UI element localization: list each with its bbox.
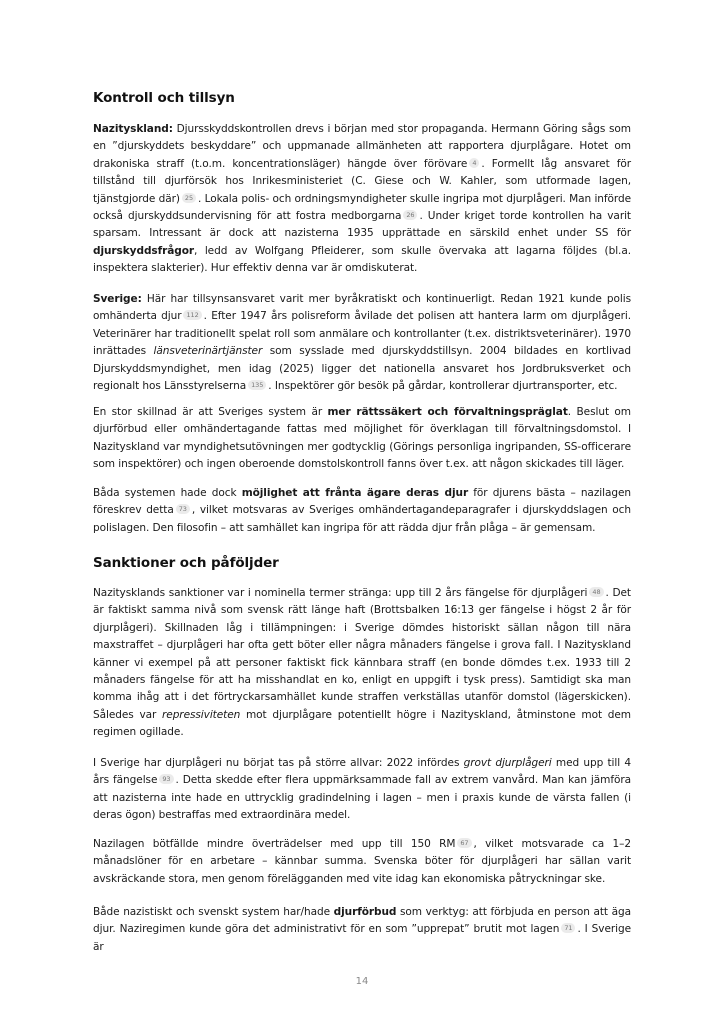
section-heading-kontroll: Kontroll och tillsyn [93, 90, 235, 106]
citation-ref[interactable]: 93 [159, 774, 173, 784]
citation-ref[interactable]: 48 [589, 587, 603, 597]
citation-ref[interactable]: 4 [469, 158, 479, 168]
citation-ref[interactable]: 135 [248, 380, 266, 390]
citation-ref[interactable]: 26 [403, 210, 417, 220]
paragraph-nazityskland-kontroll: Nazityskland: Djursskyddskontrollen drevs i början med stor propaganda. Hermann Göring sågs som en ”djurskyddets beskyddare” och uppmanade allmänheten att rapportera djurplågare. Hotet om drakoniska straff (t.o.m. koncentrationsläger) hängde över förövare 4 . Formellt låg ansvaret för tillstånd till djurförsök hos Inrikesministeriet (C. Giese och W. Kahler, som utformade lagen, tjänstgjorde där) 25 . Lokala polis- och ordningsmyndigheter skulle ingripa mot djurplågeri. Man införde också djurskyddsundervisning för att fostra medborgarna 26 . Under kriget torde kontrollen ha varit sparsam. Intressant är dock att nazisterna 1935 upprättade en särskild enhet under SS för djurskyddsfrågor, ledd av Wolfgang Pfleiderer, som skulle övervaka att lagarna följdes (bl.a. inspektera slakterier). Hur effektiv denna var är omdiskuterat. [93, 123, 631, 275]
citation-ref[interactable]: 112 [183, 310, 201, 320]
paragraph-lead: Nazityskland: [93, 123, 173, 135]
paragraph-boter: Nazilagen bötfällde mindre överträdelser med upp till 150 RM 67 , vilket motsvarade ca 1–2 månadslöner för en arbetare – kännbar summa. Svenska böter för djurplågeri har sällan varit avskräckande stora, men genom förelägganden med vite idag kan ekonomiska påtryckningar ske. [93, 838, 631, 885]
paragraph-sverige-grovt: I Sverige har djurplågeri nu börjat tas på större allvar: 2022 infördes grovt djurplågeri med upp till 4 års fängelse 93 . Detta skedde efter flera uppmärksammade fall av extrem vanvård. Man kan jämföra att nazisterna inte hade en uttrycklig gradindelning i lagen – men i praxis kunde de värsta fallen (i deras ögon) bestraffas med extraordinära medel. [93, 757, 631, 822]
paragraph-skillnad: En stor skillnad är att Sveriges system är mer rättssäkert och förvaltningspräglat. Beslut om djurförbud eller omhändertagande fattas med möjlighet för överklagan till förvaltningsdomstol. I Nazityskland var myndighetsutövningen mer godtycklig (Görings personliga ingripanden, SS-officerare som inspektörer) och ingen oberoende domstolskontroll fanns över t.ex. att någon skickades till läger. [93, 406, 631, 471]
paragraph-djurforbud: Både nazistiskt och svenskt system har/hade djurförbud som verktyg: att förbjuda en person att äga djur. Naziregimen kunde göra det administrativt för en som ”upprepat” brutit mot lagen 71 . I Sverige är [93, 906, 631, 953]
paragraph-frantande: Båda systemen hade dock möjlighet att frånta ägare deras djur för djurens bästa – nazilagen föreskrev detta 73 , vilket motsvaras av Sveriges omhändertagandeparagrafer i djurskyddslagen och polislagen. Den filosofin – att samhället kan ingripa för att rädda djur från plåga – är gemensam. [93, 487, 631, 534]
paragraph-sverige-kontroll: Sverige: Här har tillsynsansvaret varit mer byråkratiskt och kontinuerligt. Redan 1921 kunde polis omhänderta djur 112 . Efter 1947 års polisreform åvilade det polisen att hantera larm om djurplågeri. Veterinärer har traditionellt spelat roll som anmälare och kontrollanter (t.ex. distriktsveterinärer). 1970 inrättades länsveterinärtjänster som sysslade med djurskyddstillsyn. 2004 bildades en kortlivad Djurskyddsmyndighet, men idag (2025) ligger det nationella ansvaret hos Jordbruksverket och regionalt hos Länsstyrelserna 135 . Inspektörer gör besök på gårdar, kontrollerar djurtransporter, etc. [93, 293, 631, 393]
citation-ref[interactable]: 71 [561, 923, 575, 933]
paragraph-sanktioner-nazi: Nazitysklands sanktioner var i nominella termer stränga: upp till 2 års fängelse för djurplågeri 48 . Det är faktiskt samma nivå som svensk rätt länge haft (Brottsbalken 16:13 ger fängelse i högst 2 år för djurplågeri). Skillnaden låg i tillämpningen: i Sverige dömdes historiskt sällan någon till nära maxstraffet – djurplågeri har ofta gett böter eller några månaders fängelse i grova fall. I Nazityskland känner vi exempel på att personer faktiskt fick kännbara straff (en bonde dömdes t.ex. 1933 till 2 månaders fängelse för att ha misshandlat en ko, enligt en uppgift i tysk press). Samtidigt ska man komma ihåg att i det förtryckarsamhället kunde straffen verkställas utanför domstol (lägerskicken). Således var repressiviteten mot djurplågare potentiellt högre i Nazityskland, åtminstone mot dem regimen ogillade. [93, 587, 631, 739]
section-heading-sanktioner: Sanktioner och påföljder [93, 555, 279, 571]
citation-ref[interactable]: 25 [182, 193, 196, 203]
citation-ref[interactable]: 67 [457, 838, 471, 848]
paragraph-lead: Sverige: [93, 293, 142, 305]
page-number: 14 [355, 976, 369, 987]
citation-ref[interactable]: 73 [176, 504, 190, 514]
